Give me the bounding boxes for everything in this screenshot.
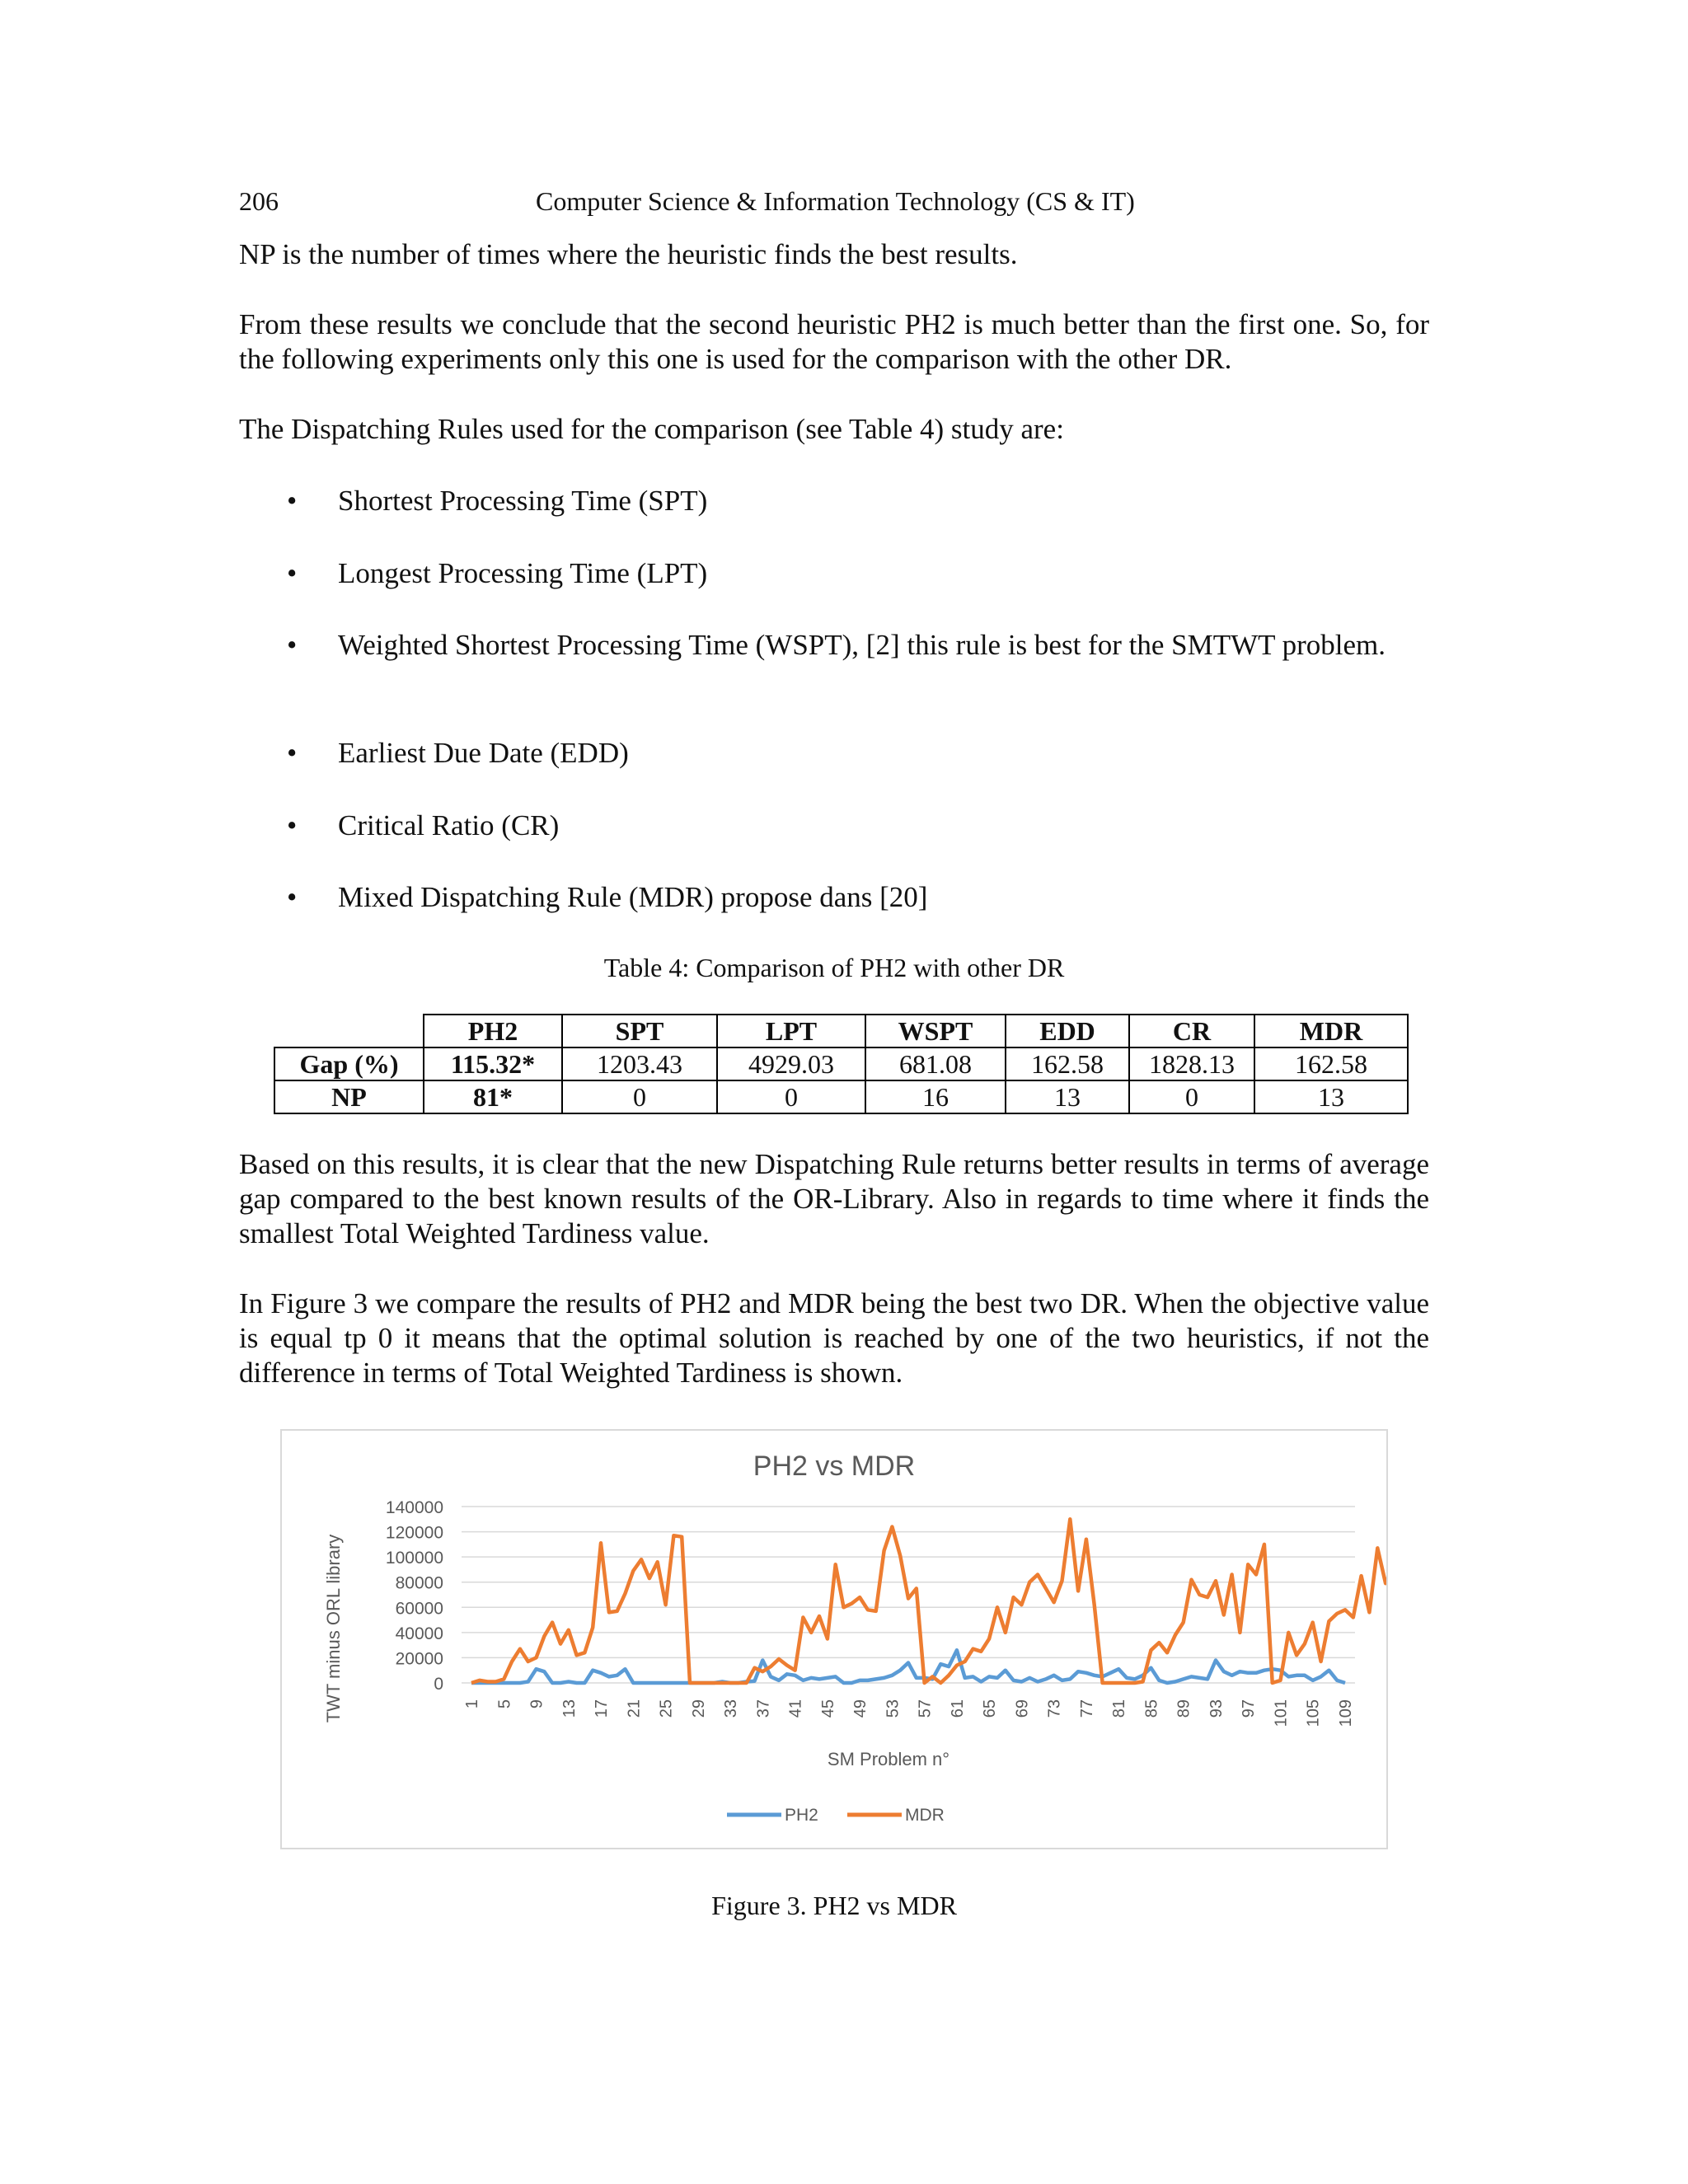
column-header: LPT bbox=[717, 1015, 865, 1047]
x-tick-label: 105 bbox=[1304, 1699, 1323, 1727]
bullet-symbol: • bbox=[287, 485, 298, 517]
x-tick-label: 85 bbox=[1142, 1699, 1161, 1718]
comparison-table bbox=[274, 1014, 1409, 1114]
figure-caption: Figure 3. PH2 vs MDR bbox=[711, 1891, 957, 1920]
table-header-row bbox=[274, 1015, 1408, 1047]
x-tick-label: 61 bbox=[948, 1699, 967, 1718]
line-chart-canvas bbox=[282, 1431, 1386, 1848]
page-number: 206 bbox=[239, 186, 279, 216]
x-tick-label: 97 bbox=[1240, 1699, 1259, 1718]
table-cell: 0 bbox=[1129, 1080, 1254, 1113]
table-cell: 1203.43 bbox=[562, 1047, 717, 1080]
column-header: CR bbox=[1129, 1015, 1254, 1047]
x-tick-label: 33 bbox=[722, 1699, 741, 1718]
list-item-text: Earliest Due Date (EDD) bbox=[338, 737, 629, 769]
legend bbox=[727, 1806, 945, 1825]
list-item-text: Mixed Dispatching Rule (MDR) propose dans [20] bbox=[338, 881, 928, 913]
x-tick-label: 37 bbox=[754, 1699, 773, 1718]
x-tick-label: 57 bbox=[916, 1699, 935, 1718]
table-cell: 115.32* bbox=[424, 1047, 562, 1080]
x-tick-label: 77 bbox=[1077, 1699, 1096, 1718]
x-tick-label: 41 bbox=[786, 1699, 805, 1718]
x-tick-label: 69 bbox=[1013, 1699, 1032, 1718]
y-tick-label: 60000 bbox=[395, 1599, 443, 1619]
x-tick-label: 29 bbox=[689, 1699, 708, 1718]
table-cell: 681.08 bbox=[865, 1047, 1006, 1080]
x-tick-label: 53 bbox=[884, 1699, 903, 1718]
x-tick-label: 45 bbox=[818, 1699, 837, 1718]
table-cell: 162.58 bbox=[1006, 1047, 1129, 1080]
chart-title: PH2 vs MDR bbox=[753, 1451, 916, 1482]
bullet-symbol: • bbox=[287, 881, 298, 913]
table-cell: 0 bbox=[562, 1080, 717, 1113]
x-tick-label: 101 bbox=[1272, 1699, 1291, 1727]
y-tick-label: 0 bbox=[434, 1675, 443, 1694]
table-row bbox=[274, 1047, 1408, 1080]
x-axis-ticks bbox=[463, 1699, 1355, 1727]
paragraph-results-discussion: Based on this results, it is clear that the new Dispatching Rule returns better results in terms of average gap compared to the best known results of the OR-Library. Also in regards to time where it finds the smallest Total Weighted Tardiness value. bbox=[239, 1148, 1429, 1249]
bullet-symbol: • bbox=[287, 629, 298, 661]
column-header: MDR bbox=[1254, 1015, 1408, 1047]
x-axis-label: SM Problem n° bbox=[827, 1749, 950, 1769]
x-tick-label: 1 bbox=[463, 1699, 481, 1709]
y-axis-ticks bbox=[386, 1498, 443, 1694]
series-line-mdr bbox=[471, 1519, 1386, 1683]
column-header: WSPT bbox=[865, 1015, 1006, 1047]
table-cell: 13 bbox=[1006, 1080, 1129, 1113]
list-item-text: Shortest Processing Time (SPT) bbox=[338, 485, 708, 517]
x-tick-label: 93 bbox=[1207, 1699, 1226, 1718]
x-tick-label: 73 bbox=[1045, 1699, 1064, 1718]
list-item-text: Weighted Shortest Processing Time (WSPT), [2] this rule is best for the SMTWT problem. bbox=[338, 629, 1386, 661]
table-cell: 162.58 bbox=[1254, 1047, 1408, 1080]
paragraph-conclusion: From these results we conclude that the second heuristic PH2 is much better than the first one. So, for the following experiments only this one is used for the comparison with the other DR. bbox=[239, 308, 1429, 375]
x-tick-label: 49 bbox=[851, 1699, 870, 1718]
column-header: EDD bbox=[1006, 1015, 1129, 1047]
table-cell: 81* bbox=[424, 1080, 562, 1113]
y-tick-label: 100000 bbox=[385, 1549, 443, 1568]
y-tick-label: 140000 bbox=[385, 1498, 443, 1517]
x-tick-label: 17 bbox=[593, 1699, 612, 1718]
x-tick-label: 5 bbox=[495, 1699, 514, 1709]
running-title: Computer Science & Information Technology (CS & IT) bbox=[536, 186, 1135, 216]
x-tick-label: 109 bbox=[1337, 1699, 1355, 1727]
table-cell: 13 bbox=[1254, 1080, 1408, 1113]
legend-label: PH2 bbox=[785, 1806, 818, 1825]
y-tick-label: 120000 bbox=[385, 1523, 443, 1543]
x-tick-label: 13 bbox=[560, 1699, 579, 1718]
column-header: SPT bbox=[562, 1015, 717, 1047]
x-tick-label: 81 bbox=[1110, 1699, 1129, 1718]
paragraph-rules-intro: The Dispatching Rules used for the comparison (see Table 4) study are: bbox=[239, 413, 1064, 445]
table-caption: Table 4: Comparison of PH2 with other DR bbox=[603, 953, 1065, 982]
table-cell: 0 bbox=[717, 1080, 865, 1113]
table-cell: 1828.13 bbox=[1129, 1047, 1254, 1080]
y-axis-label: TWT minus ORL library bbox=[323, 1534, 344, 1723]
bullet-symbol: • bbox=[287, 737, 298, 769]
x-tick-label: 65 bbox=[981, 1699, 1000, 1718]
column-header: PH2 bbox=[424, 1015, 562, 1047]
x-tick-label: 25 bbox=[657, 1699, 676, 1718]
series-line-ph2 bbox=[471, 1650, 1345, 1683]
bullet-symbol: • bbox=[287, 809, 298, 841]
x-tick-label: 21 bbox=[625, 1699, 644, 1718]
table-cell: 16 bbox=[865, 1080, 1006, 1113]
x-tick-label: 89 bbox=[1175, 1699, 1193, 1718]
list-item-text: Critical Ratio (CR) bbox=[338, 809, 560, 841]
row-header: NP bbox=[274, 1080, 424, 1113]
table-row bbox=[274, 1080, 1408, 1113]
table-cell: 4929.03 bbox=[717, 1047, 865, 1080]
y-tick-label: 40000 bbox=[395, 1624, 443, 1643]
line-chart bbox=[280, 1429, 1388, 1849]
paragraph-np-definition: NP is the number of times where the heuristic finds the best results. bbox=[239, 238, 1018, 270]
paragraph-figure-intro: In Figure 3 we compare the results of PH2 and MDR being the best two DR. When the objective value is equal tp 0 it means that the optimal solution is reached by one of the two heuristics, if not the difference in terms of Total Weighted Tardiness is shown. bbox=[239, 1287, 1429, 1389]
table-corner-cell bbox=[274, 1015, 424, 1047]
list-item-text: Longest Processing Time (LPT) bbox=[338, 557, 708, 589]
row-header: Gap (%) bbox=[274, 1047, 424, 1080]
series-lines bbox=[471, 1519, 1386, 1683]
y-tick-label: 20000 bbox=[395, 1649, 443, 1669]
bullet-symbol: • bbox=[287, 557, 298, 589]
x-tick-label: 9 bbox=[528, 1699, 546, 1709]
legend-label: MDR bbox=[905, 1806, 945, 1825]
y-tick-label: 80000 bbox=[395, 1573, 443, 1593]
